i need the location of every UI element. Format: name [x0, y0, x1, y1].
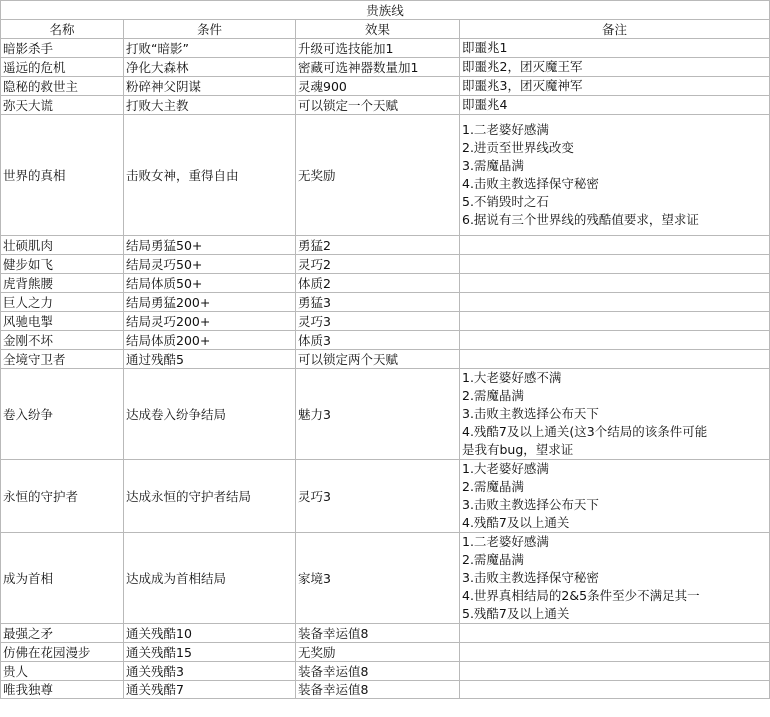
table-body: [1, 39, 770, 699]
cell-condition[interactable]: 通过残酷5: [124, 350, 296, 369]
cell-effect[interactable]: 魅力3: [296, 369, 460, 460]
cell-name[interactable]: 隐秘的救世主: [1, 77, 124, 96]
table-row: [1, 643, 770, 662]
cell-name[interactable]: 世界的真相: [1, 115, 124, 236]
cell-condition[interactable]: 通关残酷7: [124, 681, 296, 699]
cell-condition[interactable]: 结局体质200+: [124, 331, 296, 350]
table-row: [1, 312, 770, 331]
table-row: [1, 77, 770, 96]
cell-condition[interactable]: 达成永恒的守护者结局: [124, 460, 296, 533]
note-line: 2.需魔晶满: [462, 388, 524, 403]
cell-condition[interactable]: 通关残酷10: [124, 624, 296, 643]
cell-name[interactable]: 弥天大谎: [1, 96, 124, 115]
cell-condition[interactable]: 达成卷入纷争结局: [124, 369, 296, 460]
cell-effect[interactable]: 装备幸运值8: [296, 662, 460, 681]
cell-note[interactable]: [460, 58, 770, 77]
note-line: 3.击败主教选择公布天下: [462, 497, 599, 512]
cell-effect[interactable]: 灵巧3: [296, 460, 460, 533]
cell-condition[interactable]: 通关残酷15: [124, 643, 296, 662]
table-row: [1, 533, 770, 624]
note-line: 即噩兆1: [462, 40, 508, 55]
cell-condition[interactable]: 击败女神，重得自由: [124, 115, 296, 236]
cell-name[interactable]: 仿佛在花园漫步: [1, 643, 124, 662]
cell-name[interactable]: 成为首相: [1, 533, 124, 624]
cell-effect[interactable]: 勇猛3: [296, 293, 460, 312]
cell-note[interactable]: [460, 624, 770, 643]
cell-effect[interactable]: 灵魂900: [296, 77, 460, 96]
cell-note[interactable]: [460, 331, 770, 350]
cell-note[interactable]: [460, 255, 770, 274]
cell-name[interactable]: 遥远的危机: [1, 58, 124, 77]
cell-note[interactable]: [460, 274, 770, 293]
cell-note[interactable]: [460, 643, 770, 662]
cell-name[interactable]: 金刚不坏: [1, 331, 124, 350]
table-row: [1, 681, 770, 699]
cell-note[interactable]: [460, 96, 770, 115]
header-name: 名称: [1, 20, 124, 39]
cell-note[interactable]: [460, 312, 770, 331]
cell-condition[interactable]: 粉碎神父阴谋: [124, 77, 296, 96]
cell-name[interactable]: 壮硕肌肉: [1, 236, 124, 255]
cell-effect[interactable]: 灵巧3: [296, 312, 460, 331]
cell-effect[interactable]: 密藏可选神器数量加1: [296, 58, 460, 77]
table-row: [1, 624, 770, 643]
cell-name[interactable]: 风驰电掣: [1, 312, 124, 331]
note-line: 2.进贡至世界线改变: [462, 140, 574, 155]
cell-effect[interactable]: 可以锁定两个天赋: [296, 350, 460, 369]
cell-condition[interactable]: 打败“暗影”: [124, 39, 296, 58]
note-line: 即噩兆3，团灭魔神军: [462, 78, 583, 93]
note-line: 3.击败主教选择保守秘密: [462, 570, 599, 585]
cell-condition[interactable]: 结局体质50+: [124, 274, 296, 293]
cell-name[interactable]: 巨人之力: [1, 293, 124, 312]
cell-name[interactable]: 最强之矛: [1, 624, 124, 643]
cell-condition[interactable]: 达成成为首相结局: [124, 533, 296, 624]
table-title: 贵族线: [1, 1, 770, 20]
cell-note[interactable]: [460, 350, 770, 369]
table-row: [1, 293, 770, 312]
cell-effect[interactable]: 灵巧2: [296, 255, 460, 274]
note-line: 4.世界真相结局的2&5条件至少不满足其一: [462, 588, 700, 603]
header-effect: 效果: [296, 20, 460, 39]
note-line: 3.需魔晶满: [462, 158, 524, 173]
note-line: 1.二老婆好感满: [462, 534, 549, 549]
cell-name[interactable]: 永恒的守护者: [1, 460, 124, 533]
note-line: 1.大老婆好感不满: [462, 370, 562, 385]
note-line: 是我有bug，望求证: [462, 442, 574, 457]
cell-name[interactable]: 暗影杀手: [1, 39, 124, 58]
note-line: 4.击败主教选择保守秘密: [462, 176, 599, 191]
table-row: [1, 236, 770, 255]
cell-note[interactable]: [460, 293, 770, 312]
cell-condition[interactable]: 打败大主教: [124, 96, 296, 115]
note-line: 即噩兆4: [462, 97, 508, 112]
cell-name[interactable]: 虎背熊腰: [1, 274, 124, 293]
cell-condition[interactable]: 通关残酷3: [124, 662, 296, 681]
cell-note[interactable]: [460, 77, 770, 96]
note-line: 1.大老婆好感满: [462, 461, 549, 476]
table-row: [1, 115, 770, 236]
cell-note[interactable]: [460, 39, 770, 58]
cell-note[interactable]: [460, 369, 770, 460]
table-row: [1, 369, 770, 460]
cell-condition[interactable]: 结局勇猛50+: [124, 236, 296, 255]
cell-condition[interactable]: 结局勇猛200+: [124, 293, 296, 312]
cell-note[interactable]: [460, 533, 770, 624]
note-line: 5.残酷7及以上通关: [462, 606, 570, 621]
note-line: 1.二老婆好感满: [462, 122, 549, 137]
note-line: 5.不销毁时之石: [462, 194, 549, 209]
cell-note[interactable]: [460, 115, 770, 236]
note-line: 3.击败主教选择公布天下: [462, 406, 599, 421]
note-line: 2.需魔晶满: [462, 552, 524, 567]
cell-condition[interactable]: 结局灵巧50+: [124, 255, 296, 274]
cell-condition[interactable]: 结局灵巧200+: [124, 312, 296, 331]
note-line: 6.据说有三个世界线的残酷值要求，望求证: [462, 212, 699, 227]
note-line: 即噩兆2，团灭魔王军: [462, 59, 583, 74]
table-row: [1, 255, 770, 274]
cell-effect[interactable]: 无奖励: [296, 643, 460, 662]
table-row: [1, 331, 770, 350]
cell-name[interactable]: 全境守卫者: [1, 350, 124, 369]
cell-name[interactable]: 健步如飞: [1, 255, 124, 274]
table-row: [1, 96, 770, 115]
cell-effect[interactable]: 无奖励: [296, 115, 460, 236]
note-line: 4.残酷7及以上通关(这3个结局的该条件可能: [462, 424, 708, 439]
cell-condition[interactable]: 净化大森林: [124, 58, 296, 77]
cell-effect[interactable]: 勇猛2: [296, 236, 460, 255]
cell-effect[interactable]: 装备幸运值8: [296, 624, 460, 643]
cell-effect[interactable]: 体质2: [296, 274, 460, 293]
cell-effect[interactable]: 升级可选技能加1: [296, 39, 460, 58]
table-row: [1, 58, 770, 77]
cell-effect[interactable]: 装备幸运值8: [296, 681, 460, 699]
cell-note[interactable]: [460, 681, 770, 699]
table-row: [1, 39, 770, 58]
table-row: [1, 460, 770, 533]
cell-name[interactable]: 唯我独尊: [1, 681, 124, 699]
cell-name[interactable]: 卷入纷争: [1, 369, 124, 460]
header-condition: 条件: [124, 20, 296, 39]
cell-note[interactable]: [460, 460, 770, 533]
note-line: 2.需魔晶满: [462, 479, 524, 494]
table-row: [1, 274, 770, 293]
cell-effect[interactable]: 体质3: [296, 331, 460, 350]
table-row: [1, 662, 770, 681]
cell-effect[interactable]: 可以锁定一个天赋: [296, 96, 460, 115]
cell-note[interactable]: [460, 236, 770, 255]
cell-effect[interactable]: 家境3: [296, 533, 460, 624]
table-row: [1, 350, 770, 369]
cell-name[interactable]: 贵人: [1, 662, 124, 681]
cell-note[interactable]: [460, 662, 770, 681]
note-line: 4.残酷7及以上通关: [462, 515, 570, 530]
header-note: 备注: [460, 20, 770, 39]
